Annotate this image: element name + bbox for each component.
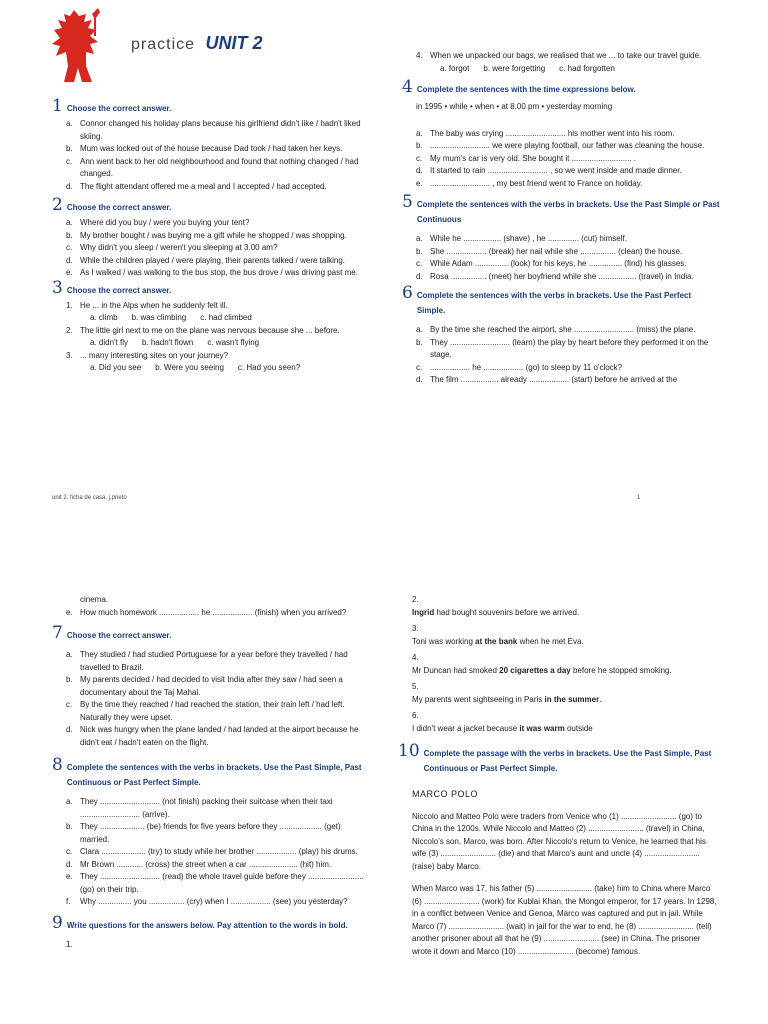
- header-practice: practice: [131, 36, 196, 53]
- exercise-4: [402, 77, 720, 190]
- passage-heading: MARCO POLO: [412, 789, 479, 799]
- answer-sentence: Mr Duncan had smoked 20 cigarettes a day before he stopped smoking.: [412, 665, 672, 675]
- list-item: d. The flight attendant offered me a meal and I accepted / had accepted.: [66, 181, 327, 191]
- list-item: f. Why ............... you ................ (cry) when I .................. (see) you yesterday?: [66, 897, 348, 906]
- exercise-title: Complete the sentences with the verbs in brackets. Use the Past Simple, Past Continuous or Past Perfect Simple.: [66, 763, 362, 787]
- list-item: b. Mum was locked out of the house because Dad took / had taken her keys.: [66, 144, 343, 153]
- list-item: e. How much homework .................. he .................. (finish) when you arrived?: [66, 607, 347, 617]
- list-item: b. My parents decided / had decided to visit India after they saw / had seen a documentary about the Taj Mahal.: [66, 675, 343, 697]
- continued-text: cinema.: [80, 595, 109, 604]
- list-item: 4. When we unpacked our bags, we realised that we ... to take our travel guide.: [416, 51, 702, 60]
- exercise-number: 1: [52, 96, 63, 116]
- time-expressions: in 1995 • while • when • at 8.00 pm • yesterday morning: [416, 102, 613, 111]
- list-item: a. They studied / had studied Portuguese for a year before they travelled / had travelled to Brazil.: [66, 650, 348, 672]
- answer-options: a. didn't fly b. hadn't flown c. wasn't flying: [90, 338, 260, 347]
- question-number: 6.: [412, 711, 419, 720]
- list-item: c. Clara .................... (try) to study while her brother .................. (play) his drums.: [66, 847, 358, 856]
- exercise-title: Write questions for the answers below. Pay attention to the words in bold.: [66, 920, 348, 930]
- question-number: 5.: [412, 682, 419, 691]
- red-devil-logo: [46, 6, 104, 84]
- list-item: b. They ........................... (learn) the play by heart before they performed it on the stage.: [416, 337, 709, 359]
- answer-sentence: I didn't wear a jacket because it was warm outside: [412, 723, 593, 733]
- list-item: 2. The little girl next to me on the plane was nervous because she ... before.: [66, 325, 340, 335]
- exercise-9: [52, 912, 372, 952]
- page-number: 1: [637, 495, 641, 501]
- list-item: d. Nick was hungry when the plane landed / had landed at the airport because he didn't eat / hadn't eaten on the flight.: [66, 725, 359, 747]
- exercise-title: Choose the correct answer.: [66, 203, 172, 212]
- list-item: 3. ... many interesting sites on your journey?: [66, 350, 229, 360]
- exercise-number: 6: [402, 283, 413, 303]
- answer-options: a. Did you see b. Were you seeing c. Had you seen?: [90, 363, 301, 372]
- exercise-7: [52, 623, 372, 749]
- list-item: a. They ........................... (not finish) packing their suitcase when their taxi ........................... (arrive).: [66, 797, 333, 819]
- exercise-6: [402, 283, 720, 387]
- list-item: c. Ann went back to her old neighbourhood and found that nothing changed / had changed.: [66, 156, 359, 178]
- page-header: [131, 33, 263, 54]
- list-item: e. They ........................... (read) the whole travel guide before they ......................... (go) on their trip.: [66, 872, 364, 894]
- exercise-5: [402, 192, 720, 283]
- list-item: d. The film ................. already .................. (start) before he arrived at the: [416, 375, 678, 384]
- page-2: [0, 512, 768, 1024]
- list-item: 1. He ... in the Alps when he suddenly felt ill.: [66, 300, 228, 310]
- exercise-number: 4: [402, 77, 413, 97]
- list-item: d. It started to rain ........................... , so we went inside and made dinner.: [416, 166, 682, 175]
- list-item: c. While Adam ............... (look) for his keys, he ............... (find) his glasses.: [416, 259, 687, 268]
- list-item: e. As I walked / was walking to the bus stop, the bus drove / was driving past me.: [66, 268, 358, 277]
- list-item: b. My brother bought / was buying me a gift while he shopped / was shopping.: [66, 230, 347, 240]
- list-item: b. She .................. (break) her nail while she ................ (clean) the house.: [416, 246, 683, 256]
- list-item: d. Mr Brown ............ (cross) the street when a car ...................... (hit) him.: [66, 859, 332, 869]
- exercise-number: 2: [52, 195, 63, 215]
- exercise-title: Complete the sentences with the time expressions below.: [416, 85, 636, 94]
- list-item: a. By the time she reached the airport, she ........................... (miss) the plane.: [416, 325, 696, 334]
- question-number: 4.: [412, 653, 419, 662]
- exercise-number: 10: [398, 741, 420, 761]
- list-item: c. Why didn't you sleep / weren't you sleeping at 3.00 am?: [66, 243, 278, 252]
- answer-sentence: Toni was working at the bank when he met Eva.: [412, 636, 584, 646]
- exercise-title: Choose the correct answer.: [66, 285, 172, 295]
- exercise-3-item-4: [402, 50, 720, 75]
- exercise-title: Choose the correct answer.: [66, 631, 172, 640]
- list-item: e. ........................... , my best friend went to France on holiday.: [416, 178, 643, 188]
- list-item: d. Rosa ................ (meet) her boyfriend while she ................. (travel) in India.: [416, 271, 694, 281]
- answer-options: a. forgot b. were forgetting c. had forgotten: [440, 63, 615, 73]
- exercise-number: 9: [52, 912, 63, 933]
- exercise-number: 5: [402, 192, 413, 212]
- page1-right-column: [402, 50, 720, 387]
- page-footer: unit 2. ficha de casa. j.prieto: [52, 495, 127, 501]
- exercise-title: Complete the passage with the verbs in brackets. Use the Past Simple, Past Continuous or Past Perfect Simple.: [423, 749, 712, 773]
- page2-left-column: [52, 594, 372, 951]
- list-item: c. .................. he .................. (go) to sleep by 11 o'clock?: [416, 362, 623, 372]
- question-number: 3.: [412, 624, 419, 633]
- exercise-number: 7: [52, 623, 63, 643]
- list-item: d. While the children played / were playing, their parents talked / were talking.: [66, 255, 346, 265]
- exercise-8: [52, 755, 372, 909]
- list-item: a. Connor changed his holiday plans because his girlfriend didn't like / hadn't liked skiing.: [66, 119, 361, 141]
- list-item: c. By the time they reached / had reached the station, their train left / had left. Naturally they were upset.: [66, 700, 345, 722]
- exercise-title: Choose the correct answer.: [66, 104, 172, 113]
- answer-options: a. climb b. was climbing c. had climbed: [90, 313, 252, 322]
- list-item: b. ........................... we were playing football, our father was cleaning the house.: [416, 141, 705, 150]
- passage-paragraph: When Marco was 17, his father (5) ......................... (take) him to China where Marco (6) ......................... (work) for Kublai Khan, the Mongol emperor, for 17 years. In 1298, in a conflict between Venice and Genoa, Marco was captured and put in jail. While Marco (7) ......................... (wait) in jail for the war to end, he (8) ......................... (tell) another prisoner about all that he (9) ......................... (see) in China. The prisoner wrote it down and Marco (10) ......................... (become) famous.: [412, 884, 717, 956]
- list-item: a. Where did you buy / were you buying your tent?: [66, 218, 250, 227]
- list-item: a. The baby was crying ........................... his mother went into his room.: [416, 128, 675, 138]
- exercise-9-items: [412, 594, 722, 735]
- exercise-10: [398, 741, 722, 958]
- answer-sentence: Ingrid had bought souvenirs before we arrived.: [412, 607, 580, 617]
- page1-left-column: [52, 96, 372, 375]
- header-unit: UNIT 2: [205, 33, 263, 53]
- exercise-2: [52, 195, 372, 280]
- exercise-3: [52, 277, 372, 375]
- list-item-label: 1.: [66, 939, 73, 949]
- exercise-title: Complete the sentences with the verbs in brackets. Use the Past Perfect Simple.: [416, 291, 692, 315]
- list-item: a. While he ................. (shave) , he .............. (cut) himself.: [416, 234, 627, 243]
- exercise-number: 3: [52, 277, 63, 298]
- answer-sentence: My parents went sightseeing in Paris in the summer.: [412, 694, 602, 704]
- exercise-title: Complete the sentences with the verbs in brackets. Use the Past Simple or Past Continuous: [416, 200, 720, 224]
- passage-paragraph: Niccolo and Matteo Polo were traders from Venice who (1) ......................... (go) to China in the 1200s. While Niccolo and Matteo (2) ......................... (travel) in China, Niccolo's son, Marco, was born. After Niccolo's return to Venice, he learned that his wife (3) ......................... (die) and that Marco's aunt and uncle (4) ......................... (raise) baby Marco.: [412, 811, 706, 871]
- question-number: 2.: [412, 595, 419, 604]
- page2-right-column: [398, 594, 722, 958]
- list-item: b. They .................... (be) friends for five years before they ................... (get) married.: [66, 822, 341, 844]
- exercise-1: [52, 96, 372, 193]
- exercise-number: 8: [52, 755, 63, 775]
- list-item: c. My mum's car is very old. She bought it ........................... .: [416, 153, 637, 163]
